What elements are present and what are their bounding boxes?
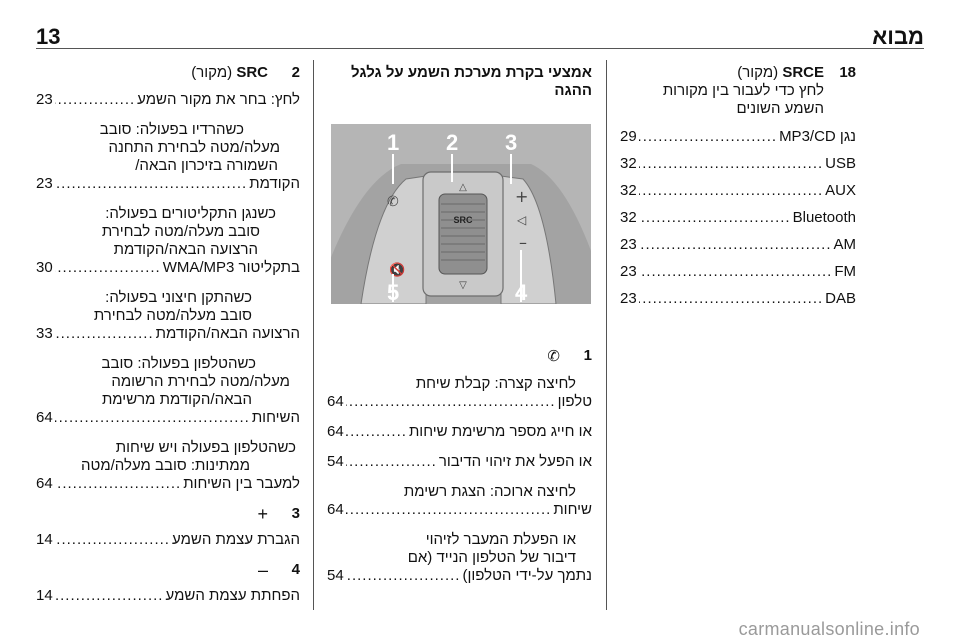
toc-entry[interactable]: או הפעל את זיהוי הדיבור ..... 54 (327, 453, 592, 471)
item-text: כשהתקן חיצוני בפעולה: (105, 289, 252, 306)
src-button-label: SRC (453, 215, 473, 225)
item-title: SRC (מקור) (191, 64, 268, 81)
text-block (327, 531, 592, 585)
toc-entry[interactable]: בתקליטור WMA/MP3 ..... 30 (36, 259, 300, 277)
toc-entry[interactable]: הפחתת עצמת השמע ..... 14 (36, 587, 300, 605)
toc-entry[interactable]: הקודמת ..... 23 (36, 175, 300, 193)
item-text: הרצועה הבאה/הקודמת (113, 241, 258, 258)
text-block (36, 439, 300, 493)
callout-4: 4 (515, 280, 528, 304)
header-rule (36, 48, 924, 49)
left-column (36, 64, 300, 617)
volume-up-icon: + (515, 187, 529, 206)
item-text: דיבור של הטלפון הנייד (אם (407, 549, 576, 566)
item-2-section (36, 64, 300, 82)
column-divider (313, 60, 314, 610)
watermark: carmanualsonline.info (738, 619, 920, 639)
text-block (36, 531, 300, 549)
page-number: 13 (36, 24, 61, 49)
callout-2: 2 (446, 130, 459, 155)
toc-entry[interactable]: טלפון ..... 64 (327, 393, 592, 411)
callout-1: 1 (387, 130, 400, 155)
phone-icon: ✆ (387, 194, 399, 210)
right-column (620, 64, 856, 317)
item-number: 1 (583, 347, 592, 364)
item-text: לחיצה קצרה: קבלת שיחת (415, 375, 576, 392)
item-text: כשהטלפון בפעולה: סובב (101, 355, 256, 372)
phone-icon: ✆ (547, 347, 560, 365)
item-number: 18 (839, 64, 856, 81)
page-header (0, 0, 960, 52)
toc-entry[interactable]: נתמך על-ידי הטלפון) ..... 54 (327, 567, 592, 585)
middle-column (327, 64, 592, 100)
toc-entry[interactable]: השיחות ..... 64 (36, 409, 300, 427)
section-heading: אמצעי בקרת מערכת השמע על גלגל (351, 64, 592, 81)
text-block (36, 587, 300, 605)
toc-entry[interactable]: הגברת עצמת השמע ..... 14 (36, 531, 300, 549)
item-text: לחיצה ארוכה: הצגת רשימת (403, 483, 576, 500)
speaker-icon: ◁ (517, 213, 527, 227)
item-text: כשנגן התקליטורים בפעולה: (105, 205, 276, 222)
item-text: סובב מעלה/מטה לבחירת (93, 307, 252, 324)
item-text: השמע השונים (736, 100, 824, 117)
text-block (327, 483, 592, 519)
text-block (327, 423, 592, 441)
svg-text:▽: ▽ (459, 280, 467, 291)
item-text: מעלה/מטה לבחירת התחנה (108, 139, 280, 156)
item-title: SRCE (מקור) (737, 64, 824, 81)
item-text: כשהטלפון בפעולה ויש שיחות (115, 439, 296, 456)
text-block (327, 453, 592, 471)
text-block (36, 205, 300, 277)
plus-icon: + (257, 504, 268, 524)
item-18-section (620, 64, 856, 118)
toc-entry[interactable]: למעבר בין השיחות ..... 64 (36, 475, 300, 493)
toc-entry[interactable]: לחץ: בחר את מקור השמע ..... 23 (36, 91, 300, 109)
text-block (327, 375, 592, 411)
callout-3: 3 (505, 130, 518, 155)
text-block (36, 355, 300, 427)
toc-entry[interactable]: נגן MP3/CD ..... 29 (620, 128, 856, 146)
steering-wheel-controls-figure (331, 124, 591, 304)
toc-entry[interactable]: FM ..... 23 (620, 263, 856, 281)
mute-icon: 🔇 (389, 263, 406, 278)
item-text: הבאה/הקודמת מרשימת (101, 391, 252, 408)
item-number: 4 (291, 561, 300, 578)
item-text: סובב מעלה/מטה לבחירת (101, 223, 260, 240)
toc-entry[interactable]: AM ..... 23 (620, 236, 856, 254)
item-text: לחץ כדי לעבור בין מקורות (662, 82, 824, 99)
toc-entry[interactable]: או חייג מספר מרשימת שיחות ..... 64 (327, 423, 592, 441)
middle-column-items (327, 347, 592, 597)
chapter-title: מבוא (872, 24, 924, 49)
toc-entry[interactable]: הרצועה הבאה/הקודמת ..... 33 (36, 325, 300, 343)
item-3-section (36, 505, 300, 523)
text-block (36, 91, 300, 109)
svg-text:△: △ (459, 182, 467, 193)
toc-entry[interactable]: שיחות ..... 64 (327, 501, 592, 519)
item-number: 3 (291, 505, 300, 522)
item-text: מעלה/מטה לבחירת הרשומה (111, 373, 290, 390)
item-text: או הפעלת המעבר לזיהוי (425, 531, 576, 548)
toc-entry[interactable]: Bluetooth ..... 32 (620, 209, 856, 227)
minus-icon: – (257, 560, 268, 580)
section-heading: ההגה (554, 82, 592, 99)
text-block (36, 121, 300, 193)
item-number: 2 (291, 64, 300, 81)
item-text: כשהרדיו בפעולה: סובב (99, 121, 244, 138)
column-divider (606, 60, 607, 610)
toc-entry[interactable]: AUX ..... 32 (620, 182, 856, 200)
volume-down-icon: – (519, 233, 527, 252)
source-list (620, 128, 856, 308)
toc-entry[interactable]: USB ..... 32 (620, 155, 856, 173)
item-text: ממתינות: סובב מעלה/מטה (81, 457, 250, 474)
text-block (36, 289, 300, 343)
callout-5: 5 (387, 280, 400, 304)
item-1-section (327, 347, 592, 365)
item-text: השמורה בזיכרון הבאה/ (135, 157, 278, 174)
item-4-section (36, 561, 300, 579)
toc-entry[interactable]: DAB ..... 23 (620, 290, 856, 308)
